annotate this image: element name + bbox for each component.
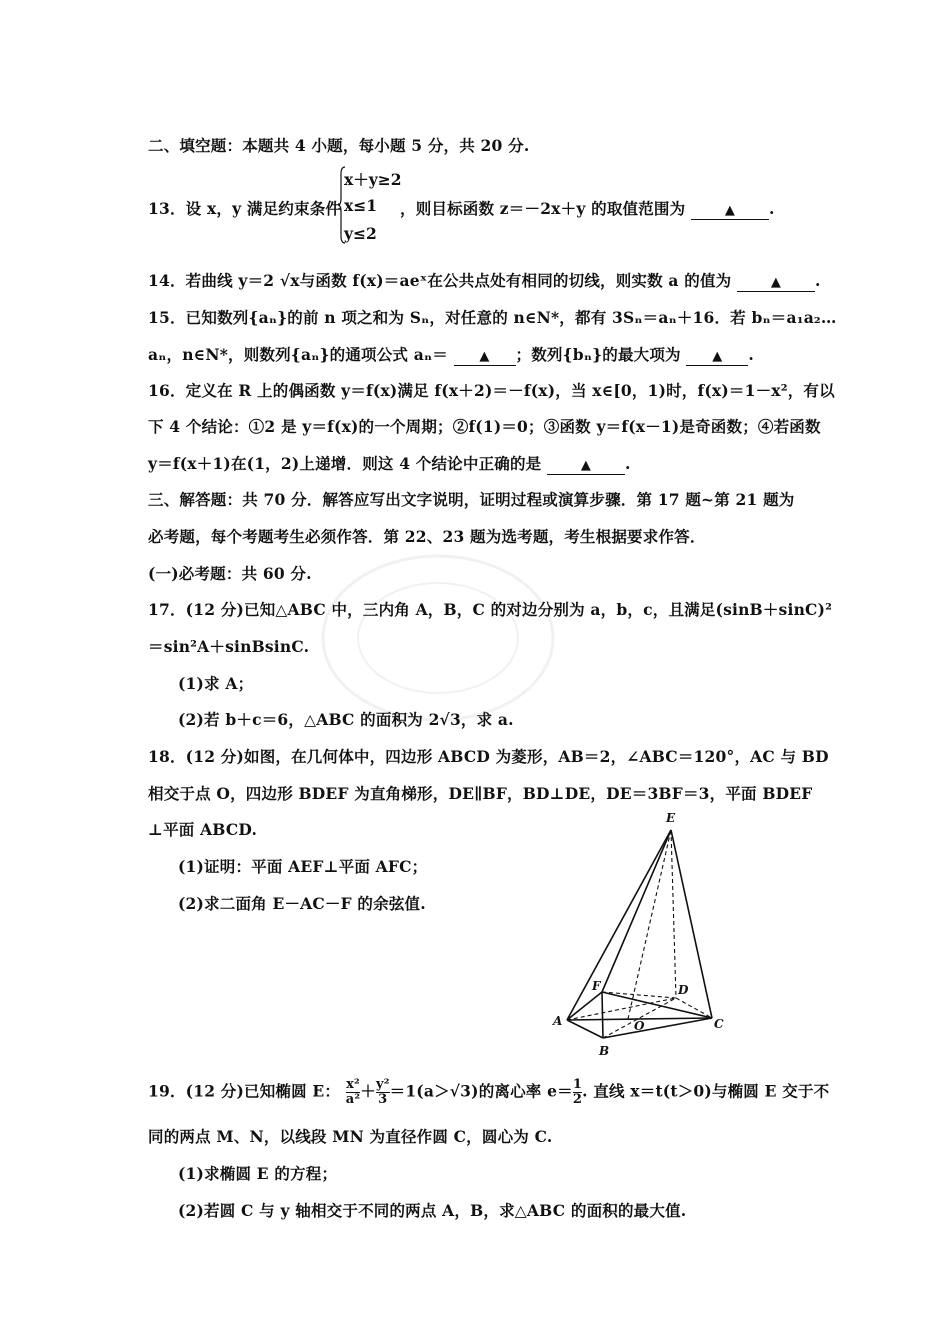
q13-answer-blank: ▲ (691, 203, 769, 220)
label-E: E (666, 811, 676, 825)
q15-answer-blank-2: ▲ (686, 349, 748, 366)
q18-part2: (2)求二面角 E－AC－F 的余弦值. (178, 894, 426, 913)
q17-line2: ＝sin²A＋sinBsinC. (148, 637, 310, 656)
q13-condition-1: x＋y≥2 (344, 170, 402, 189)
q15-line2-prefix: aₙ，n∈N*，则数列{aₙ}的通项公式 aₙ＝ (148, 345, 448, 364)
q16-line1: 16．定义在 R 上的偶函数 y＝f(x)满足 f(x＋2)＝－f(x)，当 x∈[0，1)时，f(x)＝1－x²，有以 (148, 381, 835, 400)
edge-AD (567, 998, 676, 1020)
q17-line1: 17．(12 分)已知△ABC 中，三内角 A，B，C 的对边分别为 a，b，c，且满足(sinB＋sinC)² (148, 600, 833, 619)
label-A: A (553, 1014, 563, 1028)
q19-line1 (148, 1078, 829, 1107)
q19-fraction-x (346, 1078, 361, 1107)
q19-plus: ＋ (360, 1081, 376, 1101)
q16-line3 (148, 452, 631, 475)
q17-part1: (1)求 A； (178, 674, 254, 693)
q19-fraction-e (573, 1078, 582, 1107)
q16-line3-prefix: y＝f(x＋1)在(1，2)上递增．则这 4 个结论中正确的是 (148, 454, 542, 473)
q13-condition-2: x≤1 (344, 196, 378, 215)
label-B: B (599, 1044, 610, 1058)
q18-part1: (1)证明：平面 AEF⊥平面 AFC； (178, 857, 428, 876)
q16-end: . (625, 454, 631, 473)
q13-end: . (768, 199, 775, 218)
label-F: F (592, 979, 601, 993)
edge-FC (602, 992, 712, 1018)
q19-suffix: . 直线 x＝t(t＞0)与椭圆 E 交于不 (582, 1081, 830, 1101)
edge-FB (602, 992, 603, 1038)
q18-line3: ⊥平面 ABCD. (148, 820, 258, 839)
label-D: D (678, 983, 689, 997)
q14-text: 14．若曲线 y＝2 √x与函数 f(x)＝aeˣ在公共点处有相同的切线，则实数 a 的值为 (148, 271, 732, 290)
label-O: O (634, 1019, 645, 1033)
q15-answer-blank-1: ▲ (454, 349, 516, 366)
section3-required: (一)必考题：共 60 分. (148, 564, 312, 583)
edge-BC (603, 1018, 712, 1038)
q13-suffix-line (400, 197, 775, 220)
q19-mid: ＝1(a＞√3)的离心率 e＝ (389, 1081, 573, 1101)
q19-part2: (2)若圆 C 与 y 轴相交于不同的两点 A，B，求△ABC 的面积的最大值. (178, 1201, 687, 1220)
q18-line1: 18．(12 分)如图，在几何体中，四边形 ABCD 为菱形，AB＝2，∠ABC＝120°，AC 与 BD (148, 747, 829, 766)
q13-prefix (148, 197, 341, 219)
q18-line2: 相交于点 O，四边形 BDEF 为直角梯形，DE∥BF，BD⊥DE，DE＝3BF＝3，平面 BDEF (148, 784, 813, 803)
q13-suffix: ，则目标函数 z＝－2x＋y 的取值范围为 (400, 199, 686, 218)
edge-AE (567, 830, 671, 1020)
q19-frac3-den: 2 (572, 1092, 583, 1107)
label-C: C (714, 1017, 724, 1031)
q19-frac1-den: a² (345, 1092, 361, 1107)
q16-answer-blank: ▲ (547, 458, 625, 475)
edge-ED (671, 830, 676, 998)
q14-end: . (814, 271, 821, 290)
q19-fraction-y (376, 1078, 390, 1107)
edge-AB (567, 1020, 603, 1038)
edge-DC (676, 998, 712, 1018)
q13-condition-3: y≤2 (344, 224, 377, 243)
watermark-stamp (313, 548, 563, 728)
q15-mid: ；数列{bₙ}的最大项为 (515, 345, 681, 364)
q19-frac2-num: y² (375, 1077, 390, 1092)
q13-prefix-text: 13．设 x，y 满足约束条件 (148, 199, 342, 218)
edge-AF (567, 992, 602, 1020)
q14-line (148, 269, 821, 292)
q17-part2: (2)若 b＋c＝6，△ABC 的面积为 2√3，求 a. (178, 710, 514, 729)
q19-frac2-den: 3 (376, 1092, 390, 1107)
section3-line2: 必考题，每个考题考生必须作答．第 22、23 题为选考题，考生根据要求作答． (148, 527, 706, 546)
q15-end: . (748, 345, 754, 364)
q19-prefix: 19．(12 分)已知椭圆 E： (148, 1081, 341, 1101)
q15-line1: 15．已知数列{aₙ}的前 n 项之和为 Sₙ，对任意的 n∈N*，都有 3Sₙ＝aₙ＋16．若 bₙ＝a₁a₂… (148, 308, 837, 327)
q14-answer-blank: ▲ (737, 275, 815, 292)
section2-heading: 二、填空题：本题共 4 小题，每小题 5 分，共 20 分. (148, 136, 530, 155)
q19-line2: 同的两点 M、N，以线段 MN 为直径作圆 C，圆心为 C. (148, 1127, 553, 1146)
q16-line2: 下 4 个结论：①2 是 y＝f(x)的一个周期；②f(1)＝0；③函数 y＝f(x－1)是奇函数；④若函数 (148, 417, 821, 436)
q19-frac1-num: x² (346, 1077, 360, 1092)
edge-OE (628, 830, 671, 1019)
q18-figure-svg (548, 808, 738, 1063)
q19-frac3-num: 1 (572, 1077, 583, 1092)
edge-FE (602, 830, 671, 992)
q15-line2 (148, 343, 754, 366)
q18-geometry-figure (548, 808, 738, 1063)
section3-line1: 三、解答题：共 70 分．解答应写出文字说明，证明过程或演算步骤．第 17 题~第 21 题为 (148, 490, 795, 509)
q19-part1: (1)求椭圆 E 的方程； (178, 1164, 338, 1183)
